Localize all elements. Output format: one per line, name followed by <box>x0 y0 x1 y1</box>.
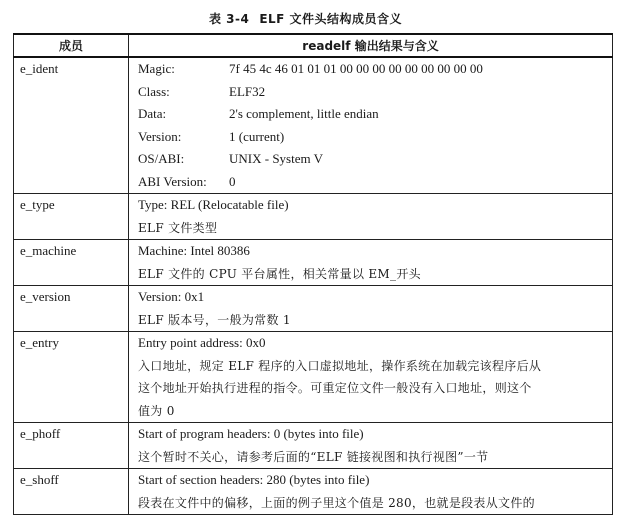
field-description <box>129 332 613 423</box>
field-name: e_phoff <box>14 423 129 469</box>
field-description <box>129 194 613 240</box>
meaning-line: 段表在文件中的偏移，上面的例子里这个值是 280，也就是段表从文件的 <box>138 495 535 510</box>
meaning-line: ELF 文件的 CPU 平台属性，相关常量以 EM_开头 <box>138 266 421 281</box>
field-name: e_ident <box>14 57 129 194</box>
field-description <box>129 286 613 332</box>
field-name: e_entry <box>14 332 129 423</box>
field-description <box>129 423 613 469</box>
ident-value: UNIX - System V <box>229 151 324 166</box>
meaning-line: 这个地址开始执行进程的指令。可重定位文件一般没有入口地址，则这个 <box>138 381 532 395</box>
readelf-output-line: Version: 0x1 <box>138 289 205 304</box>
meaning-line: ELF 文件类型 <box>138 220 218 235</box>
ident-key: ABI Version: <box>138 173 207 189</box>
readelf-output-line: Entry point address: 0x0 <box>138 335 266 350</box>
readelf-output-line: Start of section headers: 280 (bytes into file) <box>138 472 370 487</box>
field-description <box>129 240 613 286</box>
field-name: e_shoff <box>14 469 129 515</box>
table-row <box>14 286 613 332</box>
field-description <box>129 469 613 515</box>
table-caption <box>0 10 621 27</box>
field-name: e_machine <box>14 240 129 286</box>
readelf-output-line: Start of program headers: 0 (bytes into file) <box>138 426 364 441</box>
table-row <box>14 423 613 469</box>
ident-value: 0 <box>229 173 236 189</box>
ident-value: 1 (current) <box>229 128 285 144</box>
readelf-output-line: Machine: Intel 80386 <box>138 243 250 258</box>
table-row <box>14 469 613 515</box>
meaning-line: 入口地址，规定 ELF 程序的入口虚拟地址，操作系统在加载完该程序后从 <box>138 358 542 373</box>
field-name: e_type <box>14 194 129 240</box>
output-column-header: readelf 输出结果与含义 <box>129 34 613 57</box>
ident-value: 7f 45 4c 46 01 01 01 00 00 00 00 00 00 00 00 00 <box>229 61 483 76</box>
meaning-line: 这个暂时不关心，请参考后面的“ELF 链接视图和执行视图”一节 <box>138 449 489 464</box>
ident-key: Magic: <box>138 61 175 76</box>
table-row <box>14 332 613 423</box>
ident-key: Class: <box>138 83 170 99</box>
elf-header-table <box>13 33 613 515</box>
table-header-row <box>14 34 613 57</box>
table-row <box>14 194 613 240</box>
table-row <box>14 240 613 286</box>
table-number: 表 3-4 <box>208 12 250 26</box>
member-column-header: 成员 <box>14 34 129 57</box>
table-title: ELF 文件头结构成员含义 <box>259 12 403 26</box>
ident-key: Version: <box>138 128 182 144</box>
field-name: e_version <box>14 286 129 332</box>
ident-key: OS/ABI: <box>138 151 185 166</box>
ident-value: 2's complement, little endian <box>229 106 379 121</box>
ident-value: ELF32 <box>229 83 266 99</box>
readelf-output-line: Type: REL (Relocatable file) <box>138 197 289 212</box>
field-description <box>129 57 613 194</box>
meaning-line: ELF 版本号，一般为常数 1 <box>138 312 291 327</box>
table-row <box>14 57 613 194</box>
ident-key: Data: <box>138 106 167 121</box>
meaning-line: 值为 0 <box>138 403 175 418</box>
